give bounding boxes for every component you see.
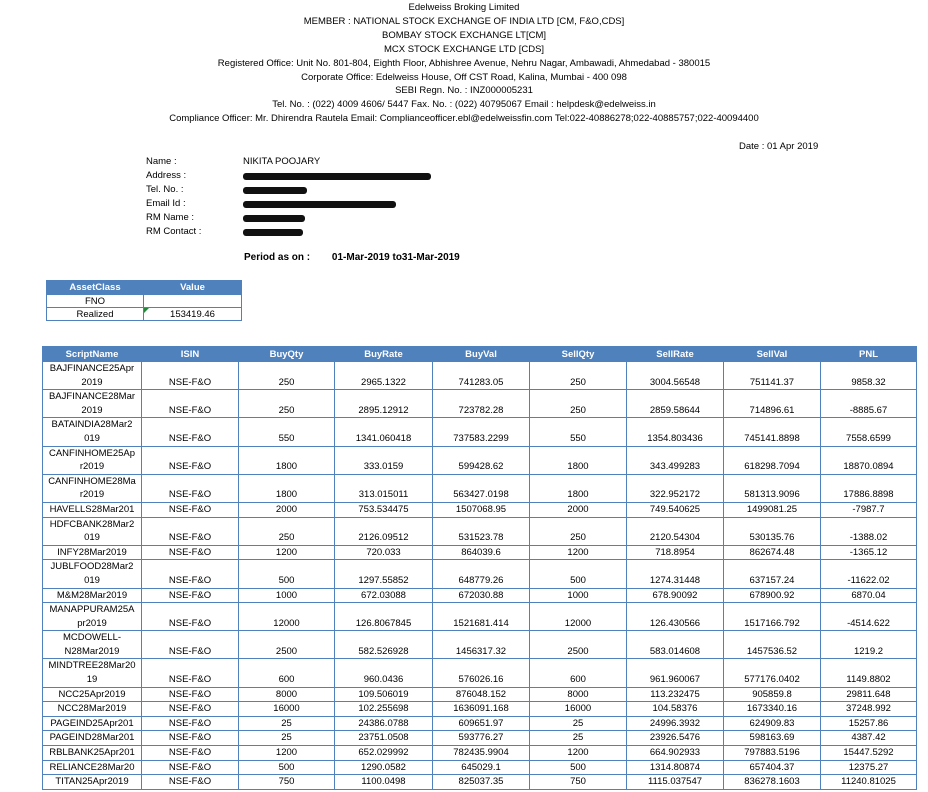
table-cell: 2965.1322 xyxy=(335,362,433,390)
table-row xyxy=(43,545,917,560)
table-cell: 25 xyxy=(530,731,627,746)
table-cell: 11240.81025 xyxy=(821,775,917,790)
table-row xyxy=(43,517,917,545)
script-name-cell xyxy=(43,702,142,717)
column-header: SellQty xyxy=(530,347,627,362)
table-cell: NSE-F&O xyxy=(142,560,239,588)
table-cell: Realized xyxy=(47,308,144,321)
script-name-cell xyxy=(43,390,142,418)
table-cell: 652.029992 xyxy=(335,746,433,761)
table-cell: 678900.92 xyxy=(724,588,821,603)
table-cell: 250 xyxy=(239,362,335,390)
table-cell: 7558.6599 xyxy=(821,418,917,446)
table-cell: 905859.8 xyxy=(724,687,821,702)
table-row xyxy=(43,775,917,790)
table-cell: 745141.8898 xyxy=(724,418,821,446)
table-cell: 250 xyxy=(239,517,335,545)
table-cell: 104.58376 xyxy=(627,702,724,717)
table-cell: 751141.37 xyxy=(724,362,821,390)
table-row xyxy=(43,560,917,588)
corporate-office: Corporate Office: Edelweiss House, Off CST Road, Kalina, Mumbai - 400 098 xyxy=(301,71,627,83)
table-cell: 1499081.25 xyxy=(724,502,821,517)
table-cell: 577176.0402 xyxy=(724,659,821,687)
table-cell: 1517166.792 xyxy=(724,603,821,631)
column-header: BuyRate xyxy=(335,347,433,362)
script-name-cell xyxy=(43,517,142,545)
table-cell: 16000 xyxy=(239,702,335,717)
script-name-cell xyxy=(43,418,142,446)
table-cell: 322.952172 xyxy=(627,474,724,502)
table-cell: 24996.3932 xyxy=(627,716,724,731)
table-cell: 664.902933 xyxy=(627,746,724,761)
table-row xyxy=(43,702,917,717)
sebi-regn: SEBI Regn. No. : INZ000005231 xyxy=(395,85,533,97)
rm-name-label: RM Name : xyxy=(146,212,195,223)
table-cell: 500 xyxy=(530,760,627,775)
broker-header xyxy=(0,1,928,126)
table-cell: 12000 xyxy=(530,603,627,631)
script-name-line: PAGEIND25Apr201 xyxy=(50,717,134,729)
table-cell: 1000 xyxy=(239,588,335,603)
table-cell: 737583.2299 xyxy=(433,418,530,446)
script-name-cell xyxy=(43,631,142,659)
table-cell: FNO xyxy=(47,295,144,308)
table-cell: NSE-F&O xyxy=(142,775,239,790)
column-header: ScriptName xyxy=(43,347,142,362)
table-row xyxy=(43,631,917,659)
table-row xyxy=(43,746,917,761)
table-cell: 960.0436 xyxy=(335,659,433,687)
email-label: Email Id : xyxy=(146,198,186,209)
script-name-cell xyxy=(43,560,142,588)
period-label: Period as on : xyxy=(244,252,311,263)
table-cell: 1354.803436 xyxy=(627,418,724,446)
script-name-cell xyxy=(43,545,142,560)
table-cell: 1800 xyxy=(239,474,335,502)
table-cell: 749.540625 xyxy=(627,502,724,517)
table-cell: -1388.02 xyxy=(821,517,917,545)
client-email-row xyxy=(146,197,431,211)
rm-contact-label: RM Contact : xyxy=(146,226,202,237)
script-name-line: NCC25Apr2019 xyxy=(58,688,126,700)
address-label: Address : xyxy=(146,170,187,181)
script-name-line: 019 xyxy=(84,432,100,444)
column-header: SellVal xyxy=(724,347,821,362)
script-name-line: BATAINDIA28Mar2 xyxy=(51,419,133,431)
table-row xyxy=(43,362,917,390)
script-name-cell xyxy=(43,362,142,390)
table-cell: 624909.83 xyxy=(724,716,821,731)
table-cell: 530135.76 xyxy=(724,517,821,545)
table-cell: 782435.9904 xyxy=(433,746,530,761)
member-mcx: MCX STOCK EXCHANGE LTD [CDS] xyxy=(383,43,545,55)
table-cell: 23926.5476 xyxy=(627,731,724,746)
table-cell: 876048.152 xyxy=(433,687,530,702)
script-name-line: HDFCBANK28Mar2 xyxy=(49,518,135,530)
table-cell: -4514.622 xyxy=(821,603,917,631)
table-cell: 600 xyxy=(239,659,335,687)
table-cell: 714896.61 xyxy=(724,390,821,418)
table-row xyxy=(43,659,917,687)
script-name-line: CANFINHOME28Ma xyxy=(48,475,136,487)
script-name-line: HAVELLS28Mar201 xyxy=(49,503,135,515)
table-cell: NSE-F&O xyxy=(142,702,239,717)
script-name-line: BAJFINANCE25Apr xyxy=(49,363,135,374)
table-cell: 2859.58644 xyxy=(627,390,724,418)
table-cell: 2000 xyxy=(239,502,335,517)
table-cell: NSE-F&O xyxy=(142,362,239,390)
script-name-line: 2019 xyxy=(81,404,103,416)
table-cell: 500 xyxy=(239,760,335,775)
script-name-cell xyxy=(43,746,142,761)
table-cell: 531523.78 xyxy=(433,517,530,545)
table-cell: 2500 xyxy=(530,631,627,659)
table-cell: 250 xyxy=(530,390,627,418)
table-cell: 17886.8898 xyxy=(821,474,917,502)
table-cell: 598163.69 xyxy=(724,731,821,746)
script-name-cell xyxy=(43,731,142,746)
table-cell: 1149.8802 xyxy=(821,659,917,687)
table-cell: 797883.5196 xyxy=(724,746,821,761)
script-name-line: JUBLFOOD28Mar2 xyxy=(50,561,134,573)
table-cell: 23751.0508 xyxy=(335,731,433,746)
table-cell: 2895.12912 xyxy=(335,390,433,418)
script-name-cell xyxy=(43,659,142,687)
client-info xyxy=(146,155,431,239)
table-row xyxy=(43,446,917,474)
script-name-line: r2019 xyxy=(79,461,105,473)
table-cell: 500 xyxy=(239,560,335,588)
table-cell: 153419.46 xyxy=(144,308,242,321)
table-cell: 2500 xyxy=(239,631,335,659)
client-tel-row xyxy=(146,183,431,197)
statement-date: Date : 01 Apr 2019 xyxy=(739,141,819,152)
script-name-line: NCC28Mar2019 xyxy=(57,703,127,715)
table-cell: 720.033 xyxy=(335,545,433,560)
redaction-mark xyxy=(243,229,303,236)
table-row xyxy=(43,418,917,446)
table-cell: 750 xyxy=(530,775,627,790)
table-row xyxy=(47,308,242,321)
table-cell: 8000 xyxy=(530,687,627,702)
table-cell: 550 xyxy=(239,418,335,446)
script-name-line: 19 xyxy=(86,674,98,686)
table-cell: 29811.648 xyxy=(821,687,917,702)
table-cell: 672.03088 xyxy=(335,588,433,603)
script-name-line: CANFINHOME25Ap xyxy=(48,447,136,459)
table-header-row xyxy=(47,281,242,295)
table-cell: 609651.97 xyxy=(433,716,530,731)
table-cell: 2000 xyxy=(530,502,627,517)
registered-office: Registered Office: Unit No. 801-804, Eighth Floor, Abhishree Avenue, Nehru Nagar, Ambawadi, Ahmedabad - 380015 xyxy=(217,57,711,69)
script-name-line: 2019 xyxy=(81,376,103,388)
broker-name: Edelweiss Broking Limited xyxy=(408,2,520,13)
table-cell: 500 xyxy=(530,560,627,588)
table-row xyxy=(43,716,917,731)
table-cell: 15447.5292 xyxy=(821,746,917,761)
script-name-line: 019 xyxy=(84,532,100,544)
script-name-cell xyxy=(43,474,142,502)
script-name-line: PAGEIND28Mar201 xyxy=(49,732,135,744)
name-label: Name : xyxy=(146,156,177,167)
period-value: 01-Mar-2019 to31-Mar-2019 xyxy=(331,252,460,263)
table-row xyxy=(43,390,917,418)
table-cell: 741283.05 xyxy=(433,362,530,390)
table-cell: 648779.26 xyxy=(433,560,530,588)
table-cell: 1274.31448 xyxy=(627,560,724,588)
table-row xyxy=(43,474,917,502)
table-cell: 12375.27 xyxy=(821,760,917,775)
table-cell: 1314.80874 xyxy=(627,760,724,775)
table-row xyxy=(43,731,917,746)
table-cell: NSE-F&O xyxy=(142,746,239,761)
redaction-mark xyxy=(243,187,307,194)
script-name-line: MINDTREE28Mar20 xyxy=(48,660,136,672)
script-name-line: r2019 xyxy=(79,489,105,501)
table-cell: NSE-F&O xyxy=(142,545,239,560)
table-cell: 1100.0498 xyxy=(335,775,433,790)
table-row xyxy=(43,502,917,517)
table-row xyxy=(43,603,917,631)
table-cell: 657404.37 xyxy=(724,760,821,775)
period-line xyxy=(244,252,460,263)
table-cell: NSE-F&O xyxy=(142,659,239,687)
table-cell: NSE-F&O xyxy=(142,502,239,517)
table-cell: 862674.48 xyxy=(724,545,821,560)
table-header-row xyxy=(43,347,917,362)
compliance-officer: Compliance Officer: Mr. Dhirendra Rautela Email: Complianceofficer.ebl@edelweissfin.com Tel:022-40886278;022-40885757;022-40094400 xyxy=(169,113,759,125)
table-cell: -11622.02 xyxy=(821,560,917,588)
table-cell: 750 xyxy=(239,775,335,790)
table-cell: 600 xyxy=(530,659,627,687)
script-name-cell xyxy=(43,502,142,517)
member-bse: BOMBAY STOCK EXCHANGE LT[CM] xyxy=(382,29,546,41)
table-cell: NSE-F&O xyxy=(142,418,239,446)
table-cell: 718.8954 xyxy=(627,545,724,560)
table-cell: 1200 xyxy=(239,545,335,560)
script-name-line: RBLBANK25Apr201 xyxy=(49,747,135,759)
script-name-line: 019 xyxy=(84,574,100,586)
table-cell: 563427.0198 xyxy=(433,474,530,502)
table-cell: 6870.04 xyxy=(821,588,917,603)
table-cell: 4387.42 xyxy=(821,731,917,746)
table-cell: 16000 xyxy=(530,702,627,717)
table-cell: 1800 xyxy=(239,446,335,474)
table-cell: 250 xyxy=(530,362,627,390)
table-cell: 15257.86 xyxy=(821,716,917,731)
table-cell: 637157.24 xyxy=(724,560,821,588)
client-rm-contact-row xyxy=(146,225,431,239)
table-cell: 102.255698 xyxy=(335,702,433,717)
table-cell: 1297.55852 xyxy=(335,560,433,588)
table-row xyxy=(43,760,917,775)
table-cell: 1200 xyxy=(530,746,627,761)
table-cell: 678.90092 xyxy=(627,588,724,603)
table-cell: 1673340.16 xyxy=(724,702,821,717)
table-cell: 9858.32 xyxy=(821,362,917,390)
table-cell: 2120.54304 xyxy=(627,517,724,545)
member-nse: MEMBER : NATIONAL STOCK EXCHANGE OF INDIA LTD [CM, F&O,CDS] xyxy=(303,15,625,27)
table-cell: 1507068.95 xyxy=(433,502,530,517)
table-cell: 1200 xyxy=(530,545,627,560)
script-name-line: M&M28Mar2019 xyxy=(56,589,128,601)
redaction-mark xyxy=(243,173,431,180)
table-cell: NSE-F&O xyxy=(142,731,239,746)
asset-class-table xyxy=(46,280,242,321)
table-cell: 1290.0582 xyxy=(335,760,433,775)
table-cell: 8000 xyxy=(239,687,335,702)
script-name-line: pr2019 xyxy=(77,617,107,629)
table-cell: 961.960067 xyxy=(627,659,724,687)
column-header: BuyQty xyxy=(239,347,335,362)
table-cell: 753.534475 xyxy=(335,502,433,517)
table-cell: 1521681.414 xyxy=(433,603,530,631)
tel-label: Tel. No. : xyxy=(146,184,184,195)
script-name-cell xyxy=(43,775,142,790)
table-cell: 313.015011 xyxy=(335,474,433,502)
table-cell: 550 xyxy=(530,418,627,446)
table-cell: 836278.1603 xyxy=(724,775,821,790)
column-header: PNL xyxy=(821,347,917,362)
table-cell: 109.506019 xyxy=(335,687,433,702)
scrip-pnl-table xyxy=(42,346,917,790)
script-name-line: MANAPPURAM25A xyxy=(49,604,135,616)
script-name-cell xyxy=(43,603,142,631)
script-name-line: INFY28Mar2019 xyxy=(57,546,127,558)
redaction-mark xyxy=(243,215,305,222)
table-cell: 582.526928 xyxy=(335,631,433,659)
table-cell: NSE-F&O xyxy=(142,716,239,731)
table-cell: 18870.0894 xyxy=(821,446,917,474)
table-row xyxy=(43,687,917,702)
client-name-row xyxy=(146,155,431,169)
contact-line: Tel. No. : (022) 4009 4606/ 5447 Fax. No. : (022) 40795067 Email : helpdesk@edelweiss.in xyxy=(272,99,656,111)
table-cell: 581313.9096 xyxy=(724,474,821,502)
table-cell: NSE-F&O xyxy=(142,631,239,659)
table-row xyxy=(43,588,917,603)
table-cell: NSE-F&O xyxy=(142,517,239,545)
table-cell: 126.430566 xyxy=(627,603,724,631)
table-cell: 1456317.32 xyxy=(433,631,530,659)
table-cell: 599428.62 xyxy=(433,446,530,474)
script-name-line: MCDOWELL- xyxy=(62,632,122,644)
column-header: SellRate xyxy=(627,347,724,362)
table-cell: NSE-F&O xyxy=(142,760,239,775)
script-name-cell xyxy=(43,687,142,702)
table-cell: 583.014608 xyxy=(627,631,724,659)
table-cell: 1800 xyxy=(530,446,627,474)
script-name-cell xyxy=(43,446,142,474)
table-cell: -7987.7 xyxy=(821,502,917,517)
table-cell: NSE-F&O xyxy=(142,603,239,631)
table-cell: 1000 xyxy=(530,588,627,603)
table-cell: -1365.12 xyxy=(821,545,917,560)
script-name-line: N28Mar2019 xyxy=(64,645,120,657)
client-address-row xyxy=(146,169,431,183)
table-cell: 576026.16 xyxy=(433,659,530,687)
script-name-line: TITAN25Apr2019 xyxy=(55,776,129,788)
table-cell: 1341.060418 xyxy=(335,418,433,446)
table-cell: NSE-F&O xyxy=(142,390,239,418)
table-cell: 333.0159 xyxy=(335,446,433,474)
table-cell: 645029.1 xyxy=(433,760,530,775)
table-cell: 1219.2 xyxy=(821,631,917,659)
column-header: Value xyxy=(144,281,242,295)
column-header: AssetClass xyxy=(47,281,144,295)
table-cell: 2126.09512 xyxy=(335,517,433,545)
table-cell: 343.499283 xyxy=(627,446,724,474)
redaction-mark xyxy=(243,201,396,208)
script-name-cell xyxy=(43,716,142,731)
table-cell: 113.232475 xyxy=(627,687,724,702)
table-cell: 3004.56548 xyxy=(627,362,724,390)
table-cell: NSE-F&O xyxy=(142,588,239,603)
table-cell xyxy=(144,295,242,308)
table-row xyxy=(47,295,242,308)
table-cell: NSE-F&O xyxy=(142,474,239,502)
client-rm-name-row xyxy=(146,211,431,225)
table-cell: NSE-F&O xyxy=(142,687,239,702)
table-cell: 1115.037547 xyxy=(627,775,724,790)
table-cell: 25 xyxy=(530,716,627,731)
table-cell: 12000 xyxy=(239,603,335,631)
table-cell: 1800 xyxy=(530,474,627,502)
table-cell: 825037.35 xyxy=(433,775,530,790)
column-header: BuyVal xyxy=(433,347,530,362)
table-cell: 672030.88 xyxy=(433,588,530,603)
script-name-line: BAJFINANCE28Mar xyxy=(48,391,136,403)
table-cell: 37248.992 xyxy=(821,702,917,717)
table-cell: 864039.6 xyxy=(433,545,530,560)
table-cell: 25 xyxy=(239,731,335,746)
table-cell: 1457536.52 xyxy=(724,631,821,659)
script-name-cell xyxy=(43,760,142,775)
column-header: ISIN xyxy=(142,347,239,362)
table-cell: NSE-F&O xyxy=(142,446,239,474)
table-cell: 1636091.168 xyxy=(433,702,530,717)
script-name-line: RELIANCE28Mar20 xyxy=(49,761,135,773)
script-name-cell xyxy=(43,588,142,603)
table-cell: 250 xyxy=(239,390,335,418)
table-cell: 24386.0788 xyxy=(335,716,433,731)
table-cell: 723782.28 xyxy=(433,390,530,418)
table-cell: 250 xyxy=(530,517,627,545)
table-cell: 1200 xyxy=(239,746,335,761)
table-cell: 25 xyxy=(239,716,335,731)
table-cell: -8885.67 xyxy=(821,390,917,418)
table-cell: 593776.27 xyxy=(433,731,530,746)
table-cell: 126.8067845 xyxy=(335,603,433,631)
name-value: NIKITA POOJARY xyxy=(243,156,321,167)
table-cell: 618298.7094 xyxy=(724,446,821,474)
